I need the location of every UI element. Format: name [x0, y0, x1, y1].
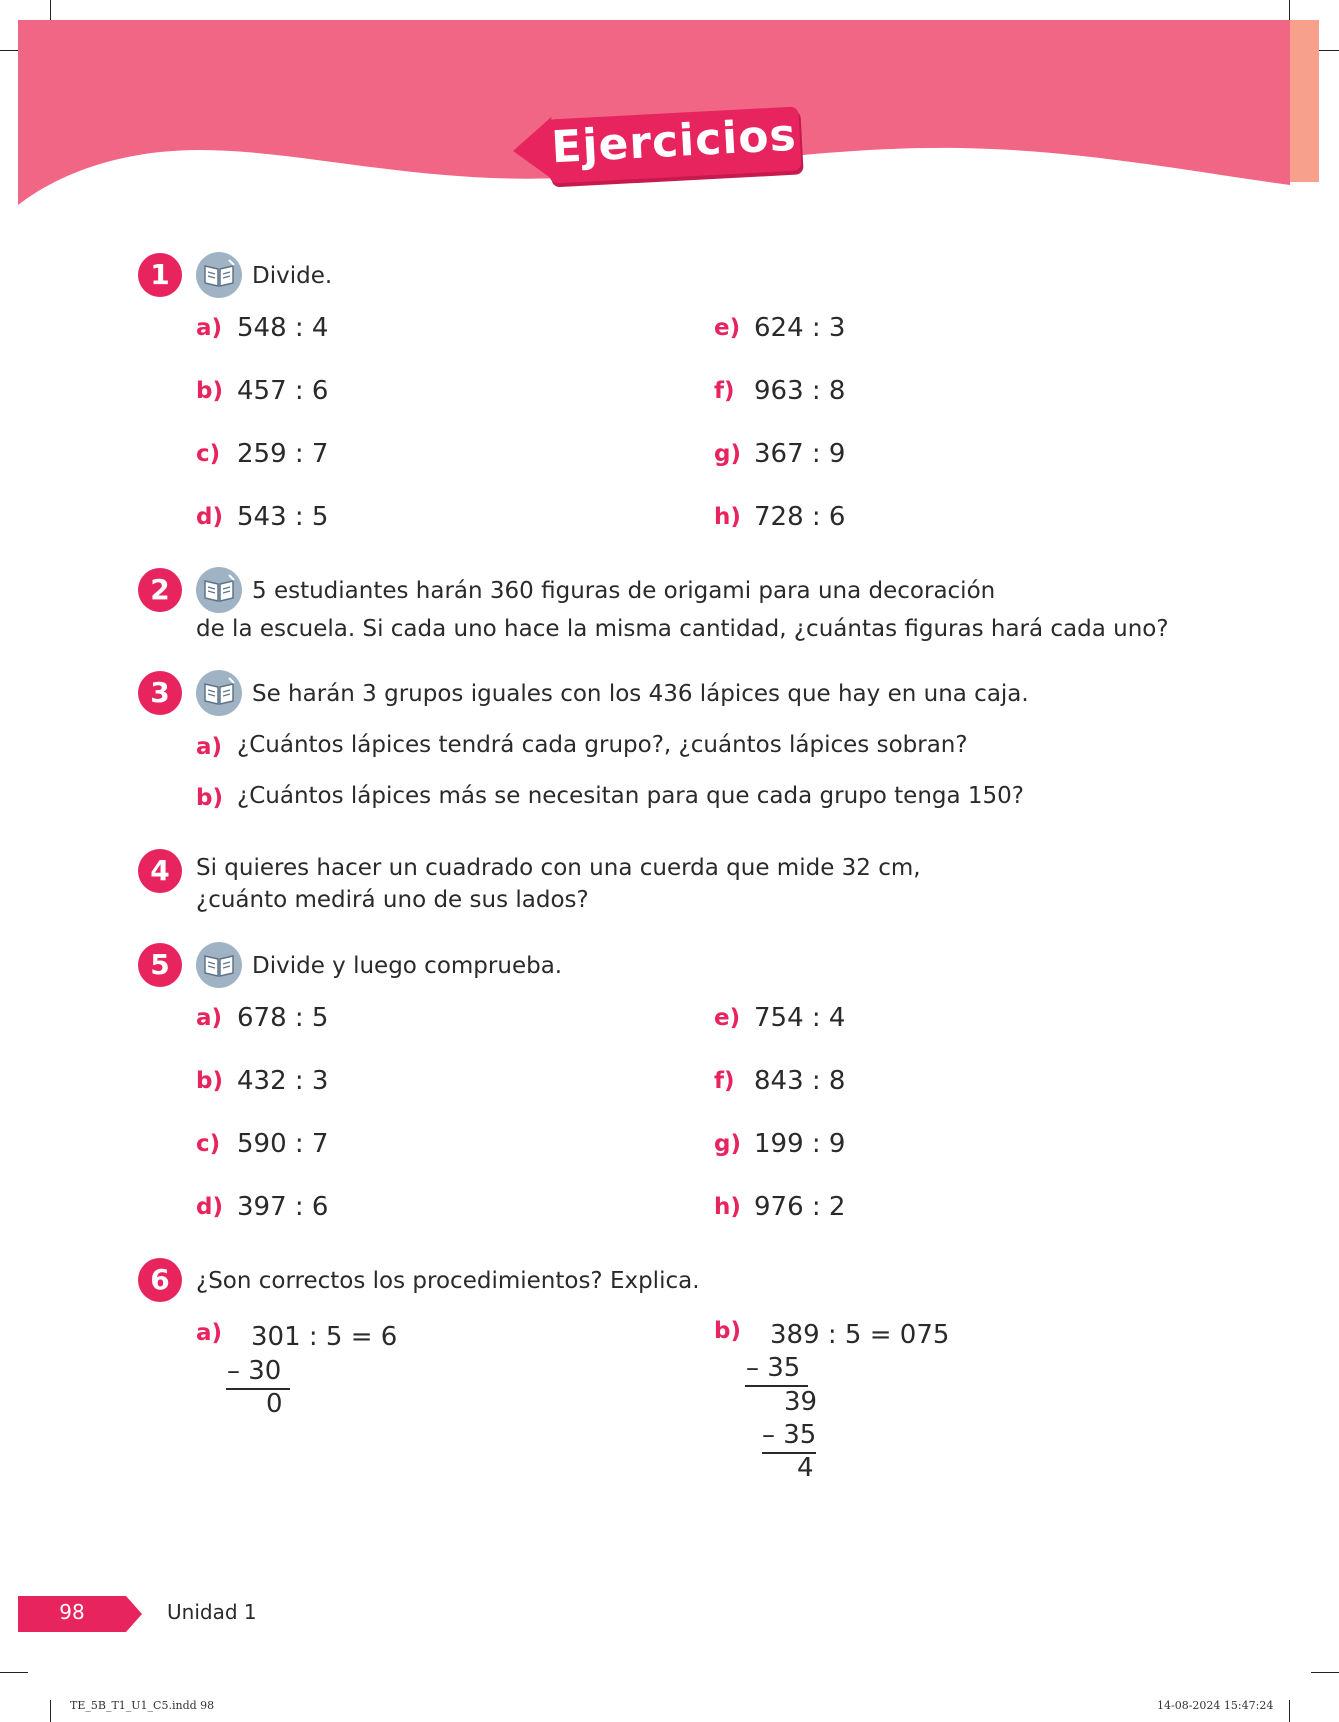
book-pencil-icon — [196, 670, 242, 716]
page-number-tab-point — [126, 1596, 142, 1632]
division-expr: 843 : 8 — [754, 1066, 846, 1096]
exercise-number-5: 5 — [138, 943, 182, 987]
division-expr: 259 : 7 — [237, 439, 329, 469]
exercise-4-text-line2: ¿cuánto medirá uno de sus lados? — [196, 887, 589, 913]
print-date: 14-08-2024 15:47:24 — [1157, 1699, 1274, 1712]
item-label: b) — [196, 785, 223, 811]
division-expr: 548 : 4 — [237, 313, 329, 343]
item-label: a) — [196, 1005, 223, 1031]
partial-b: 39 — [784, 1387, 818, 1417]
division-expr: 397 : 6 — [237, 1192, 329, 1222]
exercise-number-2: 2 — [138, 568, 182, 612]
item-label: g) — [714, 441, 741, 467]
file-slug: TE_5B_T1_U1_C5.indd 98 — [70, 1699, 215, 1712]
item-label: h) — [714, 1194, 741, 1220]
item-label: a) — [196, 315, 223, 341]
division-expr: 754 : 4 — [754, 1003, 846, 1033]
division-expr: 590 : 7 — [237, 1129, 329, 1159]
page-title: Ejercicios — [550, 109, 798, 174]
exercise-number-6: 6 — [138, 1258, 182, 1302]
division-expr: 678 : 5 — [237, 1003, 329, 1033]
subtraction-b-1: – 35 — [746, 1353, 801, 1383]
division-expr: 457 : 6 — [237, 376, 329, 406]
item-label: e) — [714, 1005, 741, 1031]
division-equation-b: 389 : 5 = 075 — [770, 1320, 950, 1350]
subtraction-a: – 30 — [227, 1356, 282, 1386]
unit-label: Unidad 1 — [167, 1600, 257, 1624]
exercise-number-1: 1 — [138, 253, 182, 297]
division-equation-a: 301 : 5 = 6 — [251, 1322, 398, 1352]
page-number: 98 — [59, 1600, 85, 1624]
division-expr: 963 : 8 — [754, 376, 846, 406]
exercise-1-instruction: Divide. — [252, 263, 333, 289]
exercise-number-4: 4 — [138, 849, 182, 893]
item-label: a) — [196, 1320, 223, 1346]
item-label: c) — [196, 441, 221, 467]
item-label: b) — [196, 1068, 223, 1094]
item-label: d) — [196, 504, 223, 530]
division-expr: 432 : 3 — [237, 1066, 329, 1096]
exercise-6-text: ¿Son correctos los procedimientos? Explica. — [196, 1268, 700, 1294]
exercise-3-question-a: ¿Cuántos lápices tendrá cada grupo?, ¿cuántos lápices sobran? — [237, 732, 968, 758]
item-label: b) — [196, 378, 223, 404]
book-icon — [196, 942, 242, 988]
exercise-5-instruction: Divide y luego comprueba. — [252, 953, 563, 979]
division-expr: 367 : 9 — [754, 439, 846, 469]
exercise-3-text: Se harán 3 grupos iguales con los 436 lápices que hay en una caja. — [252, 681, 1029, 707]
item-label: d) — [196, 1194, 223, 1220]
remainder-b: 4 — [797, 1453, 814, 1483]
item-label: f) — [714, 378, 735, 404]
division-expr: 976 : 2 — [754, 1192, 846, 1222]
division-expr: 199 : 9 — [754, 1129, 846, 1159]
exercise-4-text-line1: Si quieres hacer un cuadrado con una cuerda que mide 32 cm, — [196, 855, 921, 881]
division-expr: 728 : 6 — [754, 502, 846, 532]
item-label: a) — [196, 734, 223, 760]
item-label: f) — [714, 1068, 735, 1094]
division-expr: 624 : 3 — [754, 313, 846, 343]
item-label: h) — [714, 504, 741, 530]
exercise-2-text-line2: de la escuela. Si cada uno hace la misma cantidad, ¿cuántas figuras hará cada uno? — [196, 616, 1169, 642]
exercise-2-text-line1: 5 estudiantes harán 360 figuras de origami para una decoración — [252, 578, 996, 604]
exercise-number-3: 3 — [138, 671, 182, 715]
exercise-3-question-b: ¿Cuántos lápices más se necesitan para que cada grupo tenga 150? — [237, 783, 1025, 809]
remainder-a: 0 — [266, 1389, 283, 1419]
item-label: e) — [714, 315, 741, 341]
book-pencil-icon — [196, 567, 242, 613]
item-label: g) — [714, 1131, 741, 1157]
division-expr: 543 : 5 — [237, 502, 329, 532]
subtraction-b-2: – 35 — [762, 1420, 817, 1450]
book-icon — [196, 252, 242, 298]
item-label: c) — [196, 1131, 221, 1157]
item-label: b) — [714, 1318, 741, 1344]
